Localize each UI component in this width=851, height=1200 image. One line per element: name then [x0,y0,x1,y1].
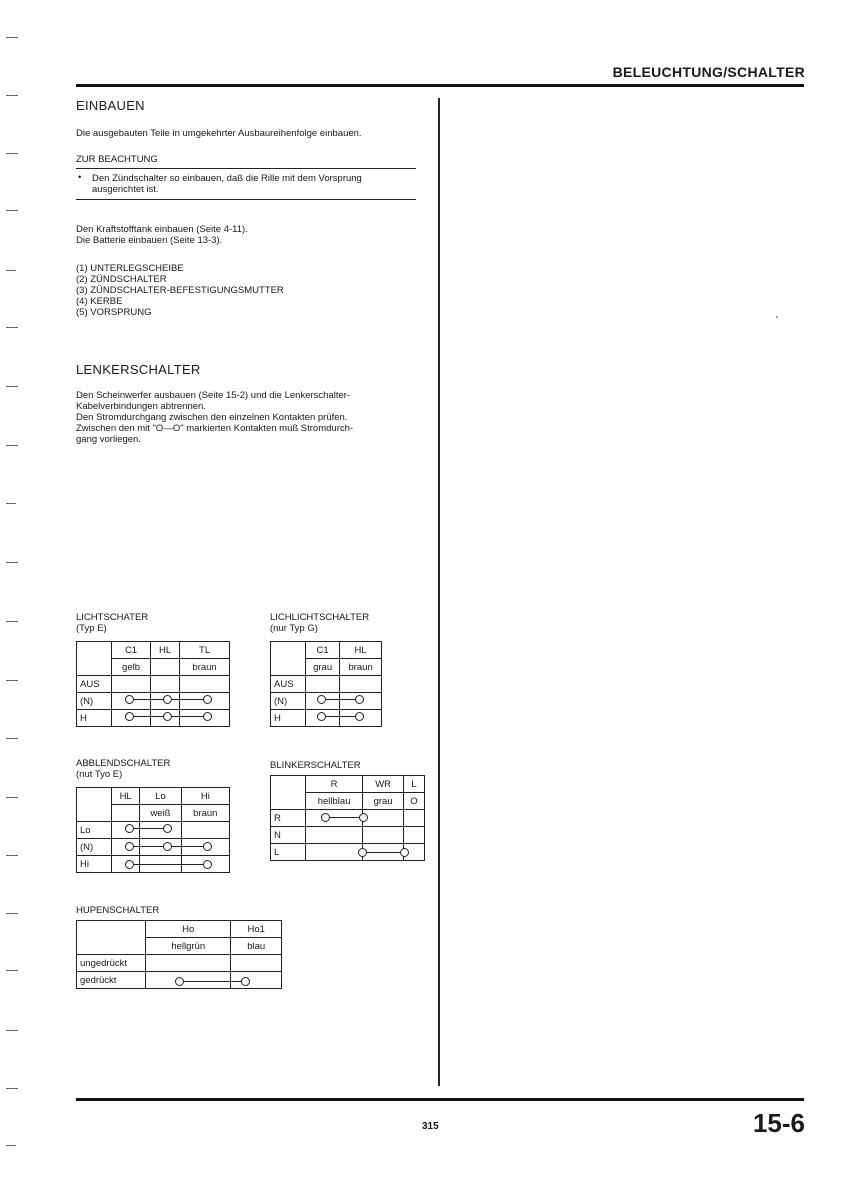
margin-mark [6,913,18,914]
section-number: 15-6 [752,1108,805,1138]
lenkerschalter-heading: LENKERSCHALTER [76,362,201,377]
lenker-line-5: gang vorliegen. [76,434,141,445]
hupe-row-ungedrueckt: ungedrückt [77,955,146,972]
contact-circle [175,977,184,986]
licht-col-hl: HL [151,642,180,659]
lichlicht-row-h: H [271,710,306,727]
contact-circle [317,712,326,721]
abblend-color-hl [112,805,140,822]
margin-mark [6,970,18,971]
contact-circle [203,712,212,721]
note-text-1: Den Zündschalter so einbauen, daß die Rille mit dem Vorsprung [92,173,362,184]
contact-circle [125,860,134,869]
contact-circle [203,695,212,704]
margin-mark [6,503,16,504]
margin-mark [6,210,18,211]
note-bullet: • [78,172,82,183]
lichlicht-color-c1: grau [306,659,340,676]
page-header-title: BELEUCHTUNG/SCHALTER [612,64,805,80]
einbauen-intro: Die ausgebauten Teile in umgekehrter Ausbaureihenfolge einbauen. [76,128,362,139]
abblend-col-hi: Hi [181,788,229,805]
margin-mark [6,1145,16,1146]
margin-mark [6,680,18,681]
contact-circle [400,848,409,857]
contact-circle [125,842,134,851]
scan-speck [776,316,778,318]
contact-circle [125,824,134,833]
hupe-title: HUPENSCHALTER [76,905,160,916]
margin-mark [6,95,18,96]
contact-circle [355,712,364,721]
lichlicht-row-n: (N) [271,693,306,710]
contact-circle [203,860,212,869]
hupe-row-gedrueckt: gedrückt [77,972,146,989]
footer-rule [76,1098,804,1101]
licht-subtitle: (Typ E) [76,623,107,634]
part-1: (1) UNTERLEGSCHEIBE [76,263,184,274]
lichlicht-col-hl: HL [340,642,382,659]
licht-row-n: (N) [77,693,112,710]
column-divider [438,98,440,1086]
lichlicht-color-hl: braun [340,659,382,676]
blinker-title: BLINKERSCHALTER [270,760,361,771]
blinker-color-wr: grau [363,793,404,810]
part-3: (3) ZÜNDSCHALTER-BEFESTIGUNGSMUTTER [76,285,284,296]
margin-mark [6,855,18,856]
margin-mark [6,1088,18,1089]
einbauen-heading: EINBAUEN [76,98,145,113]
blinker-color-l: O [403,793,424,810]
blinker-col-l: L [403,776,424,793]
contact-circle [241,977,250,986]
hupe-color-ho: hellgrün [146,938,231,955]
lichlicht-title: LICHLICHTSCHALTER [270,612,370,623]
note-title: ZUR BEACHTUNG [76,154,158,165]
margin-mark [6,386,18,387]
part-5: (5) VORSPRUNG [76,307,152,318]
note-rule-bottom [76,199,416,200]
contact-circle [358,848,367,857]
contact-circle [163,824,172,833]
licht-col-tl: TL [180,642,230,659]
contact-circle [163,842,172,851]
licht-color-hl [151,659,180,676]
licht-row-h: H [77,710,112,727]
lenker-line-4: Zwischen den mit "O—O" markierten Kontakten muß Stromdurch- [76,423,354,434]
contact-circle [125,695,134,704]
margin-mark [6,327,18,328]
abblend-color-lo: weiß [140,805,181,822]
contact-circle [163,712,172,721]
contact-circle [163,695,172,704]
margin-mark [6,738,18,739]
licht-title: LICHTSCHATER [76,612,149,623]
margin-mark [6,562,18,563]
licht-color-tl: braun [180,659,230,676]
abblend-subtitle: (nut Tyo E) [76,769,123,780]
margin-mark [6,1030,18,1031]
abblend-col-lo: Lo [140,788,181,805]
note-text-2: ausgerichtet ist. [92,184,159,195]
abblend-row-hi: Hi [77,856,112,873]
abblend-title: ABBLENDSCHALTER [76,758,171,769]
contact-circle [321,813,330,822]
contact-circle [359,813,368,822]
continuity-line [130,864,208,865]
part-4: (4) KERBE [76,296,123,307]
lichlicht-row-aus: AUS [271,676,306,693]
hupe-col-ho: Ho [146,921,231,938]
lichlicht-subtitle: (nur Typ G) [270,623,318,634]
blinker-row-r: R [271,810,306,827]
licht-col-c1: C1 [112,642,151,659]
margin-mark [6,445,18,446]
abblend-row-lo: Lo [77,822,112,839]
header-rule [76,84,804,87]
margin-mark [6,37,18,38]
lenker-line-1: Den Scheinwerfer ausbauen (Seite 15-2) und die Lenkerschalter- [76,390,351,401]
contact-circle [317,695,326,704]
abblend-col-hl: HL [112,788,140,805]
blinker-col-wr: WR [363,776,404,793]
continuity-line [180,981,246,982]
lenker-line-2: Kabelverbindungen abtrennen. [76,401,206,412]
margin-mark [6,270,16,271]
blinker-row-l: L [271,844,306,861]
step-battery: Die Batterie einbauen (Seite 13-3). [76,235,223,246]
contact-circle [125,712,134,721]
hupe-color-ho1: blau [231,938,282,955]
contact-circle [355,695,364,704]
page-number: 315 [422,1121,439,1132]
licht-row-aus: AUS [77,676,112,693]
lenker-line-3: Den Stromdurchgang zwischen den einzelnen Kontakten prüfen. [76,412,348,423]
hupe-col-ho1: Ho1 [231,921,282,938]
lichlicht-table [270,641,382,727]
blinker-row-n: N [271,827,306,844]
margin-mark [6,797,18,798]
abblend-row-n: (N) [77,839,112,856]
margin-mark [6,621,18,622]
contact-circle [203,842,212,851]
margin-mark [6,153,18,154]
blinker-col-r: R [306,776,363,793]
continuity-line [363,852,405,853]
part-2: (2) ZÜNDSCHALTER [76,274,167,285]
licht-color-c1: gelb [112,659,151,676]
abblend-color-hi: braun [181,805,229,822]
blinker-color-r: hellblau [306,793,363,810]
lichlicht-col-c1: C1 [306,642,340,659]
step-fuel-tank: Den Kraftstofftank einbauen (Seite 4-11). [76,224,248,235]
note-rule-top [76,168,416,169]
